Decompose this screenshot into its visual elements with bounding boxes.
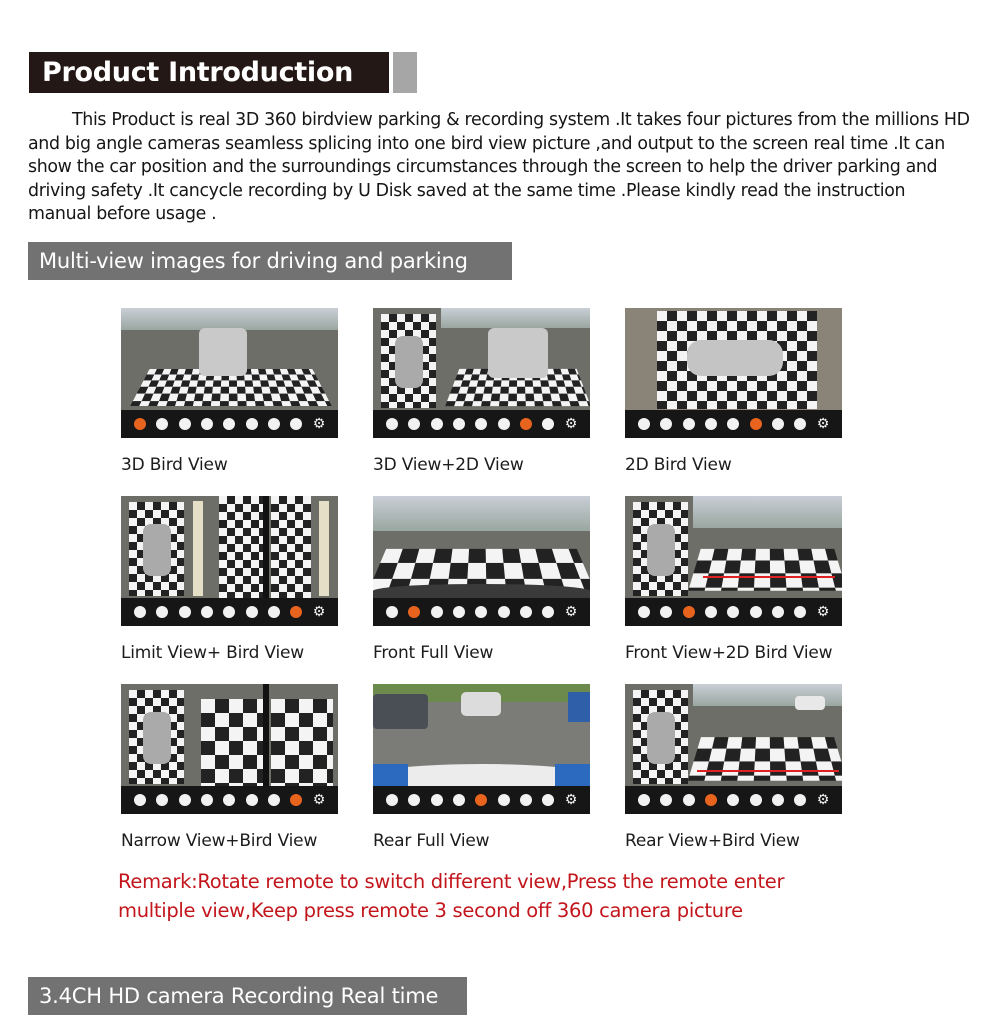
rear-2d-icon[interactable] [453,418,465,430]
view-caption: Rear View+Bird View [625,831,800,851]
view-tile-3d-bird [121,308,338,438]
3d-2d-icon[interactable] [268,418,280,430]
view-caption: 3D Bird View [121,455,228,475]
3d-view-icon[interactable] [134,418,146,430]
view-toolbar [121,786,338,814]
camera-image [373,684,590,786]
front-view-icon[interactable] [660,418,672,430]
camera-image [373,308,590,410]
view-toolbar [373,410,590,438]
gear-icon[interactable]: ⚙ [312,416,326,432]
section-header-multi-view: Multi-view images for driving and parking [28,242,512,280]
camera-image [625,684,842,786]
3d-view-icon[interactable] [638,794,650,806]
page-title: Product Introduction [29,52,389,93]
3d-view-icon[interactable] [134,606,146,618]
front-view-icon[interactable] [408,606,420,618]
rear-view-icon[interactable] [223,418,235,430]
2d-bird-icon[interactable] [246,606,258,618]
view-toolbar [121,598,338,626]
view-tile-rear-bird [625,684,842,814]
front-view-icon[interactable] [660,606,672,618]
rear-view-icon[interactable] [727,418,739,430]
gear-icon[interactable]: ⚙ [564,416,578,432]
view-toolbar [121,410,338,438]
2d-bird-icon[interactable] [750,794,762,806]
view-caption: Limit View+ Bird View [121,643,304,663]
rear-view-icon[interactable] [727,606,739,618]
gear-icon[interactable]: ⚙ [564,792,578,808]
3d-view-icon[interactable] [386,606,398,618]
view-tile-rear-full [373,684,590,814]
front-view-icon[interactable] [408,418,420,430]
2d-bird-icon[interactable] [498,606,510,618]
front-2d-icon[interactable] [431,794,443,806]
rear-view-icon[interactable] [223,606,235,618]
rear-view-icon[interactable] [223,794,235,806]
3d-2d-icon[interactable] [520,794,532,806]
3d-2d-icon[interactable] [268,794,280,806]
title-accent-block [393,52,417,93]
front-view-icon[interactable] [660,794,672,806]
rear-2d-icon[interactable] [201,418,213,430]
view-toolbar [625,598,842,626]
limit-view-icon[interactable] [542,606,554,618]
3d-view-icon[interactable] [638,606,650,618]
gear-icon[interactable]: ⚙ [564,604,578,620]
2d-bird-icon[interactable] [498,794,510,806]
front-2d-icon[interactable] [179,794,191,806]
rear-view-icon[interactable] [475,418,487,430]
gear-icon[interactable]: ⚙ [816,604,830,620]
rear-2d-icon[interactable] [705,606,717,618]
limit-view-icon[interactable] [794,794,806,806]
limit-view-icon[interactable] [290,794,302,806]
front-2d-icon[interactable] [683,606,695,618]
camera-image [121,496,338,598]
camera-image [121,308,338,410]
front-2d-icon[interactable] [683,418,695,430]
front-2d-icon[interactable] [179,418,191,430]
3d-2d-icon[interactable] [772,794,784,806]
camera-image [625,496,842,598]
2d-bird-icon[interactable] [750,418,762,430]
rear-2d-icon[interactable] [705,794,717,806]
view-caption: Narrow View+Bird View [121,831,318,851]
limit-view-icon[interactable] [794,418,806,430]
view-toolbar [625,786,842,814]
3d-view-icon[interactable] [386,794,398,806]
view-tile-narrow-bird [121,684,338,814]
limit-view-icon[interactable] [290,418,302,430]
3d-view-icon[interactable] [134,794,146,806]
3d-2d-icon[interactable] [520,606,532,618]
front-2d-icon[interactable] [179,606,191,618]
rear-view-icon[interactable] [727,794,739,806]
rear-view-icon[interactable] [475,794,487,806]
2d-bird-icon[interactable] [750,606,762,618]
3d-2d-icon[interactable] [520,418,532,430]
front-view-icon[interactable] [156,794,168,806]
front-view-icon[interactable] [156,606,168,618]
intro-paragraph [28,109,973,227]
remark-line-1: Remark:Rotate remote to switch different view,Press the remote enter [118,870,785,893]
rear-2d-icon[interactable] [705,418,717,430]
remark-line-2: multiple view,Keep press remote 3 second off 360 camera picture [118,899,743,922]
rear-2d-icon[interactable] [453,794,465,806]
2d-bird-icon[interactable] [498,418,510,430]
limit-view-icon[interactable] [542,418,554,430]
rear-view-icon[interactable] [475,606,487,618]
view-tile-front-full [373,496,590,626]
rear-2d-icon[interactable] [201,794,213,806]
gear-icon[interactable]: ⚙ [312,792,326,808]
camera-image [373,496,590,598]
limit-view-icon[interactable] [794,606,806,618]
view-tile-3d-2d [373,308,590,438]
gear-icon[interactable]: ⚙ [816,792,830,808]
3d-view-icon[interactable] [386,418,398,430]
front-2d-icon[interactable] [683,794,695,806]
2d-bird-icon[interactable] [246,794,258,806]
3d-2d-icon[interactable] [772,606,784,618]
view-caption: Rear Full View [373,831,490,851]
view-tile-front-2d [625,496,842,626]
3d-2d-icon[interactable] [772,418,784,430]
3d-2d-icon[interactable] [268,606,280,618]
gear-icon[interactable]: ⚙ [312,604,326,620]
view-caption: 2D Bird View [625,455,732,475]
camera-image [121,684,338,786]
gear-icon[interactable]: ⚙ [816,416,830,432]
limit-view-icon[interactable] [290,606,302,618]
view-toolbar [373,786,590,814]
view-tile-limit-bird [121,496,338,626]
camera-image [625,308,842,410]
view-toolbar [625,410,842,438]
view-caption: 3D View+2D View [373,455,524,475]
limit-view-icon[interactable] [542,794,554,806]
front-2d-icon[interactable] [431,606,443,618]
rear-2d-icon[interactable] [201,606,213,618]
view-toolbar [373,598,590,626]
front-2d-icon[interactable] [431,418,443,430]
rear-2d-icon[interactable] [453,606,465,618]
view-tile-2d-bird [625,308,842,438]
front-view-icon[interactable] [156,418,168,430]
section-header-recording: 3.4CH HD camera Recording Real time [28,977,467,1015]
front-view-icon[interactable] [408,794,420,806]
view-caption: Front View+2D Bird View [625,643,833,663]
intro-text: This Product is real 3D 360 birdview parking & recording system .It takes four pictures from the millions HD and big angle cameras seamless splicing into one bird view picture ,and output to the screen real time .It can show the car position and the surroundings circumstances through the screen to help the driver parking and driving safety .It cancycle recording by U Disk saved at the same time .Please kindly read the instruction manual before usage . [28,110,970,224]
2d-bird-icon[interactable] [246,418,258,430]
3d-view-icon[interactable] [638,418,650,430]
view-caption: Front Full View [373,643,494,663]
remark-note [118,867,858,925]
